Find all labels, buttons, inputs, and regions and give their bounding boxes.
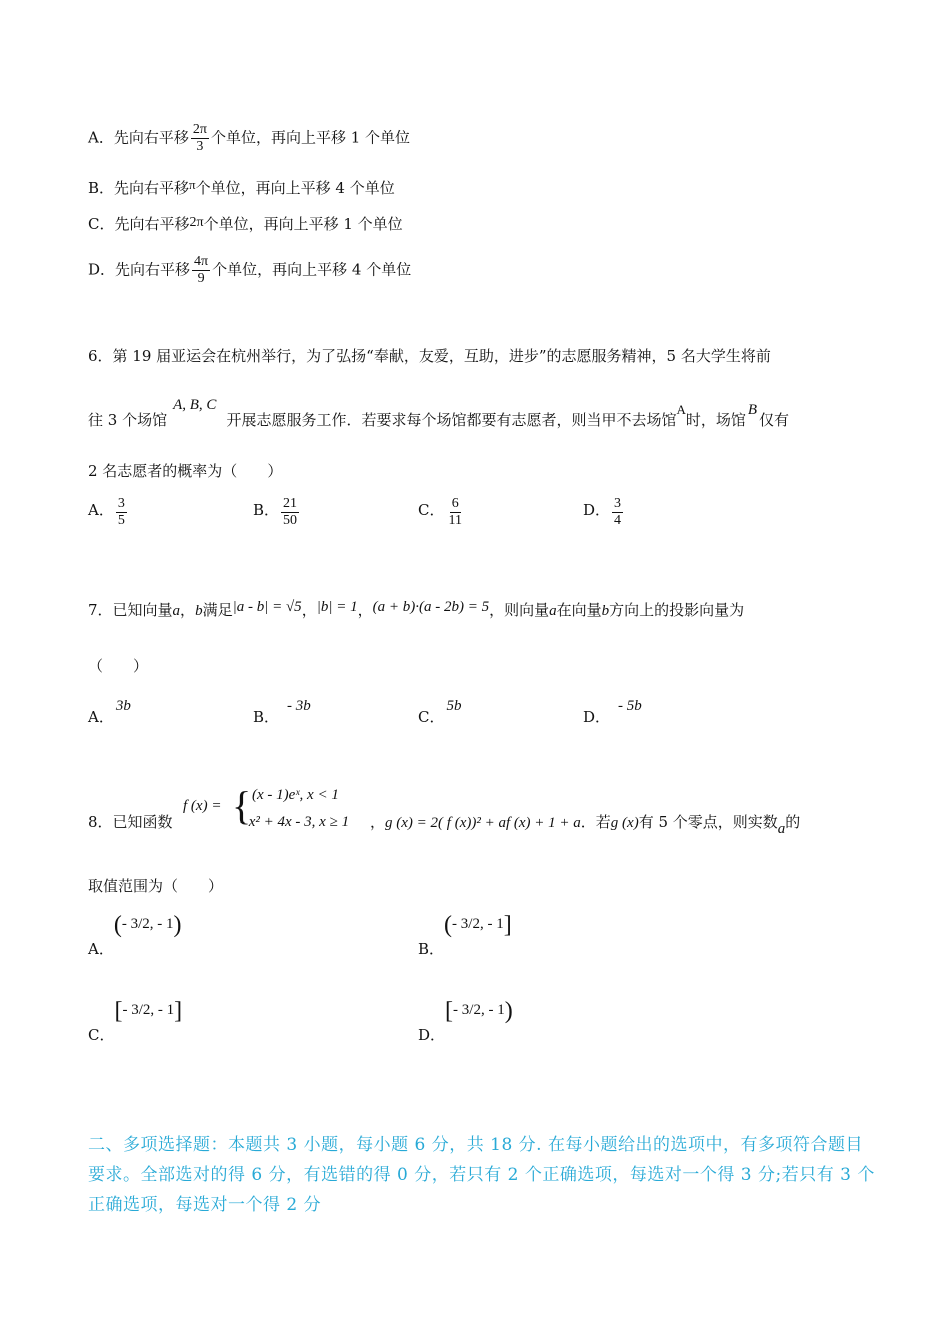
q7-option-c: C．5b xyxy=(418,698,462,726)
q8-pre: 8．已知函数 xyxy=(88,813,173,831)
q7-condition-3: (a + b)·(a - 2b) = 5 xyxy=(372,599,490,615)
q8-stem-line2: 取值范围为（ ） xyxy=(88,877,224,895)
q8-stem-rest: ，g (x) = 2( f (x))² + af (x) + 1 + a．若g (x)有 5 个零点，则实数a的 xyxy=(370,813,801,837)
q8-brace: { xyxy=(232,783,252,828)
q5-option-a: A．先向右平移 $\frac{2\pi}{3}$ 个单位，再向上平移 1 个单位 xyxy=(88,122,411,154)
q5-option-c: C．先向右平移2π个单位，再向上平移 1 个单位 xyxy=(88,215,403,233)
q6-option-d: D． $\frac{3}{4}$ xyxy=(583,496,622,528)
q5-d-fraction: $\frac{4\pi}{9}$ xyxy=(194,254,209,286)
q6-option-b: B． $\frac{21}{50}$ xyxy=(253,496,298,528)
q7-condition-1: |a - b| = √5 xyxy=(232,599,302,615)
q8-option-d: D．[- 3/2, - 1) xyxy=(418,998,513,1044)
q6-venues: A, B, C xyxy=(173,397,217,413)
q7-option-b: B．- 3b xyxy=(253,698,311,726)
q8-f-lhs: f (x) = xyxy=(183,798,222,814)
q8-option-c: C．[- 3/2, - 1] xyxy=(88,998,183,1044)
q5-option-b: B．先向右平移π个单位，再向上平移 4 个单位 xyxy=(88,177,395,197)
section-2-heading: 二、多项选择题：本题共 3 小题，每小题 6 分，共 18 分. 在每小题给出的选项中，有多项符合题目要求。全部选对的得 6 分，有选错的得 0 分，若只有 2 个正确选项，每选对一个得 3 分;若只有 3 个正确选项，每选对一个得 2 分 xyxy=(88,1135,875,1215)
q7-condition-2: |b| = 1 xyxy=(316,599,358,615)
q7-stem: 7．已知向量a，b满足|a - b| = √5，|b| = 1，(a + b)·(a - 2b) = 5，则向量a在向量b方向上的投影向量为 xyxy=(88,599,745,619)
q7-paren: （ ） xyxy=(88,657,149,675)
q8-option-b: B．(- 3/2, - 1] xyxy=(418,912,512,958)
q6-option-c: C． $\frac{6}{11}$ xyxy=(418,496,462,528)
q5-option-d: D．先向右平移 $\frac{4\pi}{9}$ 个单位，再向上平移 4 个单位 xyxy=(88,254,412,286)
q6-stem-line2: 往 3 个场馆A, B, C开展志愿服务工作．若要求每个场馆都要有志愿者，则当甲不去场馆A时，场馆B仅有 xyxy=(88,397,790,429)
q7-option-d: D．- 5b xyxy=(583,698,642,726)
q8-piece-1: (x - 1)eˣ, x < 1 xyxy=(252,787,339,803)
q8-g-definition: g (x) = 2( f (x))² + af (x) + 1 + a xyxy=(385,815,581,831)
q7-option-a: A．3b xyxy=(88,698,131,726)
q6-stem-line1: 6．第 19 届亚运会在杭州举行，为了弘扬“奉献，友爱，互助，进步”的志愿服务精神，5 名大学生将前 xyxy=(88,347,771,365)
q6-stem-line3: 2 名志愿者的概率为（ ） xyxy=(88,462,283,480)
q6-option-a: A． $\frac{3}{5}$ xyxy=(88,496,125,528)
q8-option-a: A．(- 3/2, - 1) xyxy=(88,912,182,958)
q5-a-fraction: $\frac{2\pi}{3}$ xyxy=(192,122,207,154)
q8-piece-2: - x² + 4x - 3, x ≥ 1 xyxy=(240,814,350,830)
